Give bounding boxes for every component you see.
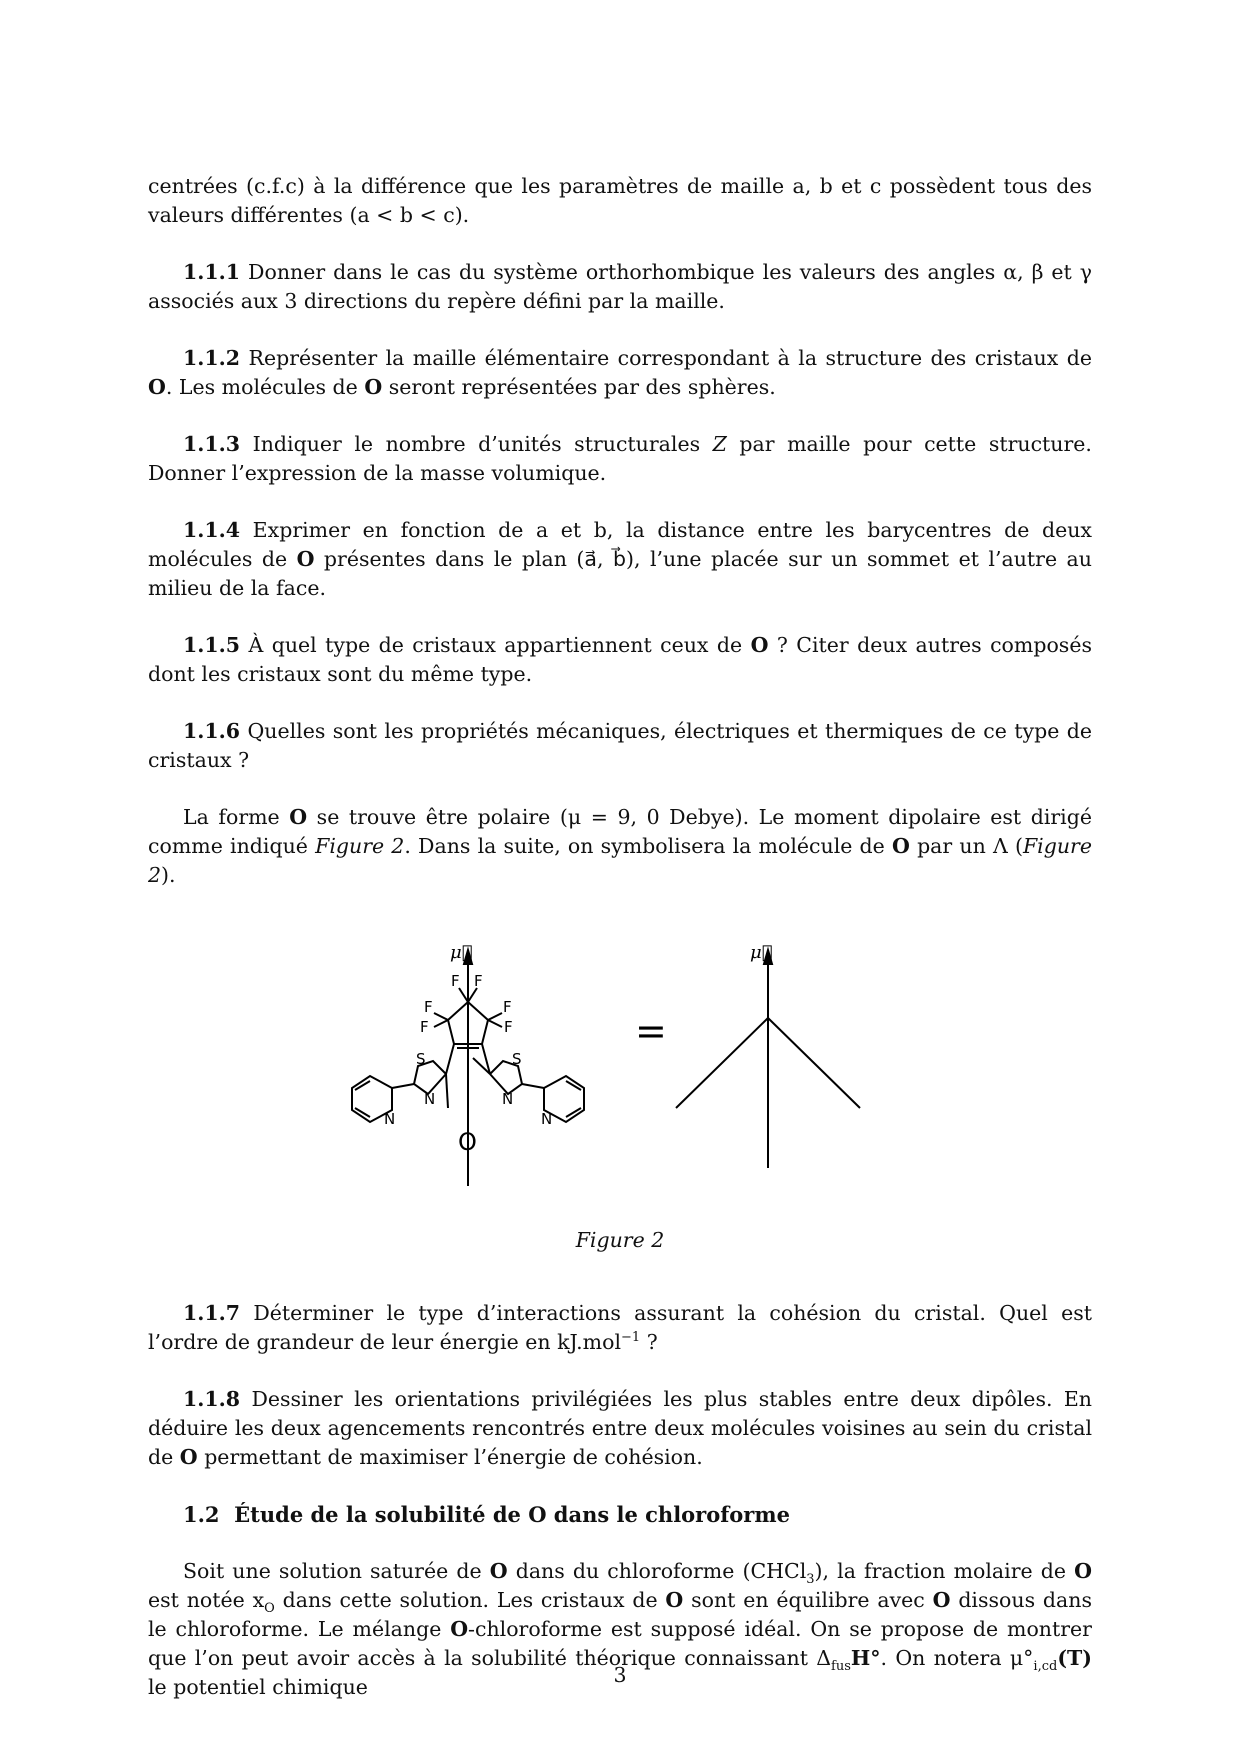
lambda-left-arm	[676, 1018, 768, 1108]
question-1-1-6	[148, 717, 1092, 775]
atom-n: N	[541, 1110, 553, 1128]
exponent: −1	[621, 1330, 641, 1346]
text: dans cette solution. Les cristaux de	[282, 1588, 658, 1612]
compound-O: O	[450, 1617, 469, 1641]
page-content	[148, 172, 1092, 1702]
atom-f: F	[451, 972, 460, 990]
equals-sign: =	[635, 1009, 667, 1053]
question-number: 1.1.8	[183, 1387, 241, 1411]
lambda-right-arm	[768, 1018, 860, 1108]
question-number: 1.1.1	[183, 260, 241, 284]
subscript: 3	[806, 1572, 815, 1588]
question-text: Déterminer le type d’interactions assurant la cohésion du cristal. Quel est l’ordre de grandeur de leur énergie en kJ.mol	[148, 1301, 1092, 1354]
text: La forme	[183, 805, 280, 829]
question-1-1-4	[148, 516, 1092, 603]
question-text: présentes dans le plan (a⃗, b⃗), l’une placée sur un sommet et l’autre au milieu de la face.	[148, 547, 1092, 600]
atom-n: N	[384, 1110, 396, 1128]
question-text: Exprimer en fonction de a et b, la distance entre les barycentres de deux molécules de	[148, 518, 1092, 571]
cf-bond	[434, 1013, 448, 1020]
question-text: À quel type de cristaux appartiennent ceux de	[248, 633, 743, 657]
bond	[392, 1084, 414, 1088]
section-title: dans le chloroforme	[553, 1502, 790, 1527]
text: dans du chloroforme (CHCl	[515, 1559, 807, 1583]
section-heading-1-2	[183, 1500, 1092, 1529]
question-number: 1.1.2	[183, 346, 241, 370]
question-text: Donner dans le cas du système orthorhombique les valeurs des angles α, β et γ associés aux 3 directions du repère défini par la maille.	[148, 260, 1092, 313]
question-text: ? Citer deux autres composés dont les cristaux sont du même type.	[148, 633, 1092, 686]
question-1-1-8	[148, 1385, 1092, 1472]
enthalpy-symbol: H°	[850, 1646, 881, 1670]
compound-O: O	[750, 633, 769, 657]
question-number: 1.1.7	[183, 1301, 241, 1325]
question-text: permettant de maximiser l’énergie de cohésion.	[204, 1445, 703, 1469]
text: dissous dans le chloroforme. Le mélange	[148, 1588, 1092, 1641]
atom-n: N	[502, 1090, 514, 1108]
question-1-1-2	[148, 344, 1092, 402]
question-number: 1.1.3	[183, 432, 241, 456]
cf-bond	[434, 1020, 448, 1027]
compound-O: O	[892, 834, 910, 858]
text: se trouve être polaire (μ = 9, 0 Debye). Le moment dipolaire est dirigé comme indiqué	[148, 805, 1092, 858]
page-number: 3	[613, 1663, 627, 1687]
cf-bond	[488, 1013, 502, 1020]
molecule-structure	[352, 950, 860, 1186]
text: -chloroforme est supposé idéal. On se propose de montrer que l’on peut avoir accès à la solubilité théorique connaissant Δ	[148, 1617, 1092, 1670]
compound-O: O	[296, 547, 315, 571]
text: ), la fraction molaire de	[814, 1559, 1066, 1583]
question-text: ?	[640, 1330, 658, 1354]
question-number: 1.1.6	[183, 719, 241, 743]
mu-label-right: μ⃗	[750, 942, 773, 963]
atom-f: F	[474, 972, 483, 990]
figure-2	[148, 918, 1092, 1218]
text: Soit une solution saturée de	[183, 1559, 482, 1583]
subscript: fus	[831, 1659, 851, 1675]
compound-O: O	[665, 1588, 684, 1612]
question-text: seront représentées par des sphères.	[388, 375, 776, 399]
section-title: O	[528, 1502, 547, 1527]
text: par un Λ (	[917, 834, 1023, 858]
cf-bond	[488, 1020, 502, 1027]
question-1-1-3	[148, 430, 1092, 488]
compound-O: O	[489, 1559, 508, 1583]
molecule-diagram	[148, 918, 1092, 1188]
question-1-1-5	[148, 631, 1092, 689]
compound-O: O	[364, 375, 383, 399]
temperature-symbol: (T)	[1057, 1646, 1092, 1670]
figure-caption: Figure 2	[575, 1228, 665, 1252]
text: le potentiel chimique	[148, 1675, 368, 1699]
question-1-1-7	[148, 1299, 1092, 1357]
bond	[522, 1084, 544, 1088]
compound-O: O	[179, 1445, 198, 1469]
text: . Dans la suite, on symbolisera la molécule de	[404, 834, 885, 858]
question-text: Dessiner les orientations privilégiées les plus stables entre deux dipôles. En déduire les deux agencements rencontrés entre deux molécules voisines au sein du cristal de	[148, 1387, 1092, 1469]
section-title: Étude de la solubilité de	[234, 1502, 521, 1527]
text: sont en équilibre avec	[691, 1588, 925, 1612]
atom-s: S	[416, 1050, 426, 1068]
cf-bond	[468, 988, 477, 1002]
atom-f: F	[424, 998, 433, 1016]
figure-ref: Figure 2	[148, 834, 1092, 887]
polar-paragraph	[148, 803, 1092, 890]
subscript: O	[264, 1601, 275, 1617]
question-number: 1.1.4	[183, 518, 241, 542]
compound-O: O	[289, 805, 308, 829]
figure-ref: Figure 2	[315, 834, 405, 858]
question-text: par maille pour cette structure. Donner l’expression de la masse volumique.	[148, 432, 1092, 485]
question-number: 1.1.5	[183, 633, 241, 657]
compound-O: O	[148, 375, 166, 399]
atom-f: F	[503, 998, 512, 1016]
atom-n: N	[424, 1090, 436, 1108]
question-text: Indiquer le nombre d’unités structurales	[252, 432, 701, 456]
intro-paragraph: centrées (c.f.c) à la différence que les paramètres de maille a, b et c possèdent tous des valeurs différentes (a < b < c).	[148, 174, 1092, 227]
compound-O: O	[1074, 1559, 1092, 1583]
question-text: . Les molécules de	[165, 375, 358, 399]
bond	[446, 1044, 454, 1074]
molecule-label: O	[458, 1128, 477, 1156]
section-number: 1.2	[183, 1502, 220, 1527]
question-text: Quelles sont les propriétés mécaniques, électriques et thermiques de ce type de cristaux ?	[148, 719, 1092, 772]
text: ).	[161, 863, 176, 887]
methyl-bond	[446, 1074, 448, 1108]
subscript: i,cd	[1033, 1659, 1058, 1675]
mu-label-left: μ⃗	[450, 942, 473, 963]
text: . On notera μ°	[880, 1646, 1034, 1670]
question-1-1-1	[148, 258, 1092, 316]
symbol-Z: Z	[712, 432, 727, 456]
cf-bond	[459, 988, 468, 1002]
text: est notée x	[148, 1588, 265, 1612]
compound-O: O	[932, 1588, 951, 1612]
atom-f: F	[504, 1018, 513, 1036]
atom-s: S	[512, 1050, 522, 1068]
question-text: Représenter la maille élémentaire correspondant à la structure des cristaux de	[248, 346, 1092, 370]
atom-f: F	[420, 1018, 429, 1036]
